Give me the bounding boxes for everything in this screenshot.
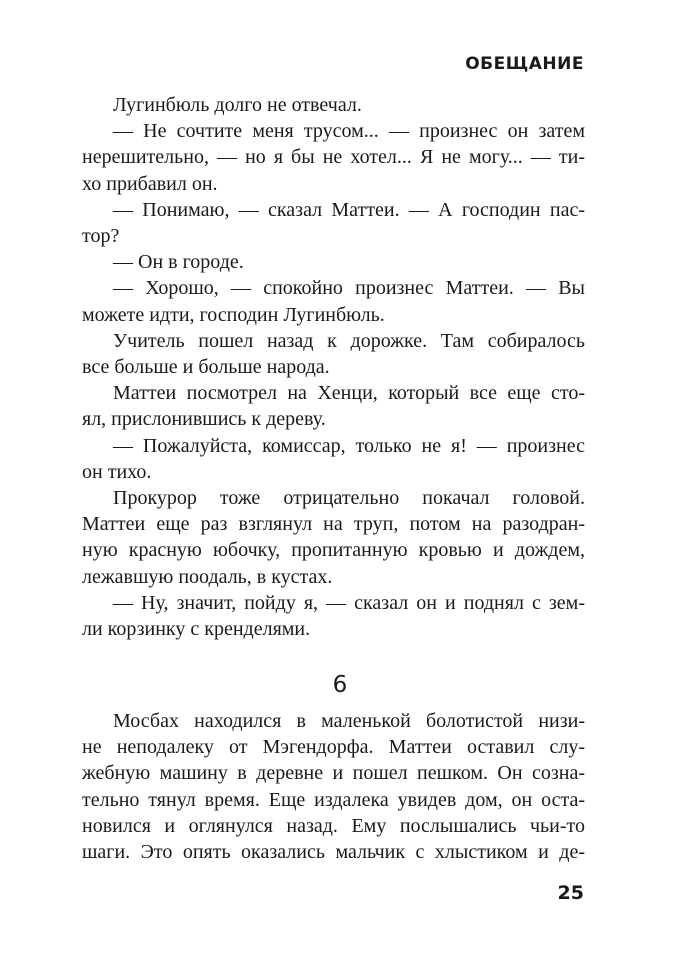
text-line: ли корзинку с кренделями.: [82, 618, 311, 641]
text-line: — Не сочтите меня трусом... — произнес он затем: [113, 120, 585, 143]
text-block-lower: [82, 708, 585, 865]
text-line: — Понимаю, — сказал Маттеи. — А господин пас-: [113, 198, 585, 221]
paragraph: [82, 197, 585, 249]
paragraph: [82, 118, 585, 197]
text-line: он тихо.: [82, 460, 152, 483]
text-line: нерешительно, — но я бы не хотел... Я не могу... — ти-: [82, 146, 585, 169]
text-line: тельно тянул время. Еще издалека увидев дом, он оста-: [82, 788, 585, 811]
text-line: ял, прислонившись к дереву.: [82, 408, 326, 431]
chapter-number: 6: [332, 672, 348, 698]
page-number: 25: [557, 882, 584, 904]
paragraph: [82, 249, 585, 275]
paragraph: [82, 380, 585, 432]
paragraph: [82, 708, 585, 865]
paragraph: [82, 275, 585, 327]
text-line: жебную машину в деревне и пошел пешком. Он созна-: [82, 762, 585, 785]
text-line: Прокурор тоже отрицательно покачал головой.: [113, 487, 585, 510]
text-line: не неподалеку от Мэгендорфа. Маттеи оставил слу-: [82, 736, 585, 759]
text-line: — Он в городе.: [113, 251, 244, 274]
text-line: ную красную юбочку, пропитанную кровью и дождем,: [82, 539, 585, 562]
text-line: лежавшую поодаль, в кустах.: [82, 565, 333, 588]
text-line: Лугинбюль долго не отвечал.: [113, 94, 362, 116]
text-line: Маттеи посмотрел на Хенци, который все еще сто-: [113, 382, 585, 405]
text-line: Маттеи еще раз взглянул на труп, потом на разодран-: [82, 513, 585, 536]
text-line: — Ну, значит, пойду я, — сказал он и поднял с зем-: [113, 591, 585, 614]
text-line: — Хорошо, — спокойно произнес Маттеи. — Вы: [113, 277, 585, 300]
paragraph: [82, 485, 585, 590]
text-block-upper: [82, 92, 585, 642]
text-line: тор?: [82, 225, 120, 248]
running-title: ОБЕЩАНИЕ: [465, 54, 584, 74]
paragraph: [82, 590, 585, 642]
text-line: — Пожалуйста, комиссар, только не я! — произнес: [113, 434, 585, 457]
text-line: новился и оглянулся назад. Ему послышались чьи-то: [82, 814, 585, 837]
text-line: хо прибавил он.: [82, 172, 218, 195]
text-line: Учитель пошел назад к дорожке. Там собиралось: [113, 329, 585, 352]
text-line: Мосбах находился в маленькой болотистой низи-: [113, 710, 585, 732]
text-line: можете идти, господин Лугинбюль.: [82, 303, 385, 326]
paragraph: [82, 92, 585, 118]
text-line: все больше и больше народа.: [82, 356, 330, 379]
text-line: шаги. Это опять оказались мальчик с хлыстиком и де-: [82, 841, 585, 864]
paragraph: [82, 328, 585, 380]
paragraph: [82, 433, 585, 485]
